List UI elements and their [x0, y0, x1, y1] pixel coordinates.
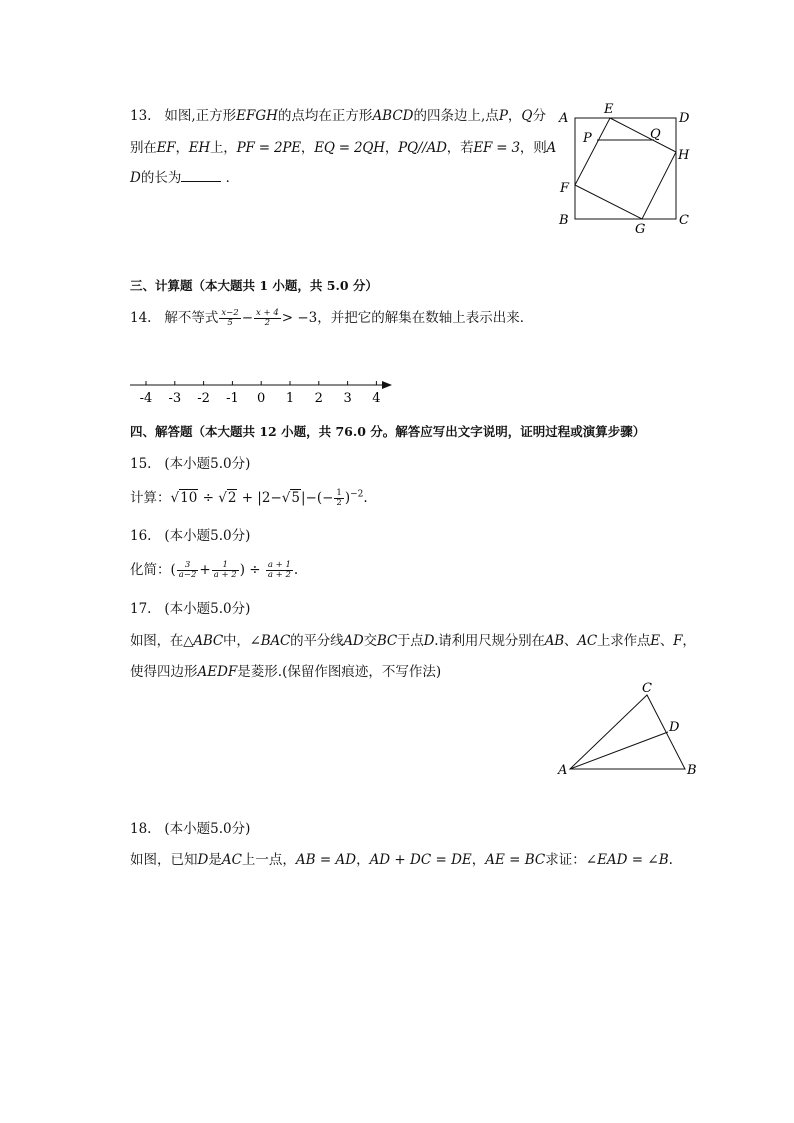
label-d: D: [679, 111, 690, 126]
q13-var: P: [498, 108, 508, 124]
label-a: A: [558, 763, 568, 778]
q15-label: 计算：: [130, 490, 171, 506]
q15-exponent: −2: [350, 489, 364, 500]
q17-text: 于点: [396, 633, 424, 649]
q13-equation: EQ = 2QH: [314, 140, 385, 156]
q15-header: [130, 452, 250, 472]
q13-line2: [130, 136, 556, 156]
q17-var: BC: [376, 633, 397, 649]
fraction-denominator: 2: [336, 498, 342, 508]
segment-ad: [570, 732, 668, 769]
q16-fraction-3: [266, 561, 293, 581]
q13-var: A: [546, 140, 557, 156]
q16-end: .: [293, 562, 299, 578]
label-c: C: [642, 681, 652, 696]
section4-text: 小题，共: [276, 424, 336, 439]
q15-operator: ): [344, 490, 351, 506]
section4-score: 76.0: [335, 424, 366, 439]
section3-count: 1: [259, 278, 269, 293]
q13-var: EF: [156, 140, 176, 156]
label-a: A: [559, 111, 569, 126]
q18-end: .: [668, 852, 673, 868]
number-line-tick-label: 2: [314, 391, 323, 406]
q13-var: EH: [188, 140, 210, 156]
section3-text: 小题，共: [268, 278, 327, 293]
number-line-tick-label: -2: [197, 391, 210, 406]
q14-number: 14.: [130, 310, 152, 326]
answer-blank: [181, 169, 221, 182]
q13-text: ，则: [519, 140, 547, 156]
q17-var: △ABC: [183, 633, 224, 649]
fraction-numerator: 1: [336, 487, 342, 498]
label-p: P: [583, 131, 592, 146]
q13-square-figure: [555, 100, 705, 235]
number-line-tick-label: -1: [226, 391, 239, 406]
q17-triangle-figure: [555, 678, 705, 780]
q16-fraction-1: [177, 561, 199, 581]
q16-fraction-2: [212, 561, 239, 581]
fraction-numerator: 1: [212, 561, 239, 571]
q13-text: 的点均在正方形: [277, 108, 373, 124]
q16-operator: +: [199, 562, 211, 578]
q13-text: 上，: [209, 140, 237, 156]
q17-number: 17.: [130, 601, 152, 617]
q13-text: 的四条边上,点: [413, 108, 499, 124]
q18-equation: ∠EAD = ∠B: [585, 852, 669, 868]
section4-count: 12: [259, 424, 277, 439]
q13-line3: [130, 166, 239, 186]
q17-var: E: [650, 633, 660, 649]
q13-equation: EF = 3: [473, 140, 520, 156]
q15-end: .: [363, 490, 368, 506]
q17-text: 上求作点: [597, 633, 651, 649]
fraction-numerator: a + 1: [267, 559, 291, 570]
q18-text: 上一点，: [241, 852, 296, 868]
q13-text: 如图,正方形: [164, 108, 237, 124]
q15-operator: ÷: [198, 490, 219, 506]
fraction-numerator: x−2: [221, 307, 239, 318]
section3-score: 5.0: [326, 278, 349, 293]
q13-text: ，: [384, 140, 399, 156]
fraction-denominator: 5: [227, 318, 233, 328]
q18-text: ，: [471, 852, 486, 868]
q14-fraction-1: [219, 309, 240, 329]
q14-text: 解不等式: [164, 310, 219, 326]
q17-text: 使得四边形: [130, 664, 198, 680]
number-line-arrow: [382, 381, 392, 389]
q18-score-note: (本小题5.0分): [164, 821, 251, 837]
q13-number: 13.: [130, 108, 152, 124]
q18-header: [130, 817, 250, 837]
label-e: E: [604, 102, 614, 117]
fraction-numerator: 3: [177, 561, 199, 571]
q17-text: ，: [682, 633, 696, 649]
label-g: G: [635, 222, 646, 235]
label-d: D: [669, 720, 680, 735]
q14-text: > −3，并把它的解集在数轴上表示出来．: [281, 310, 534, 326]
q17-var: D: [423, 633, 435, 649]
q14-fraction-2: [254, 309, 281, 329]
q13-text: 分: [532, 108, 546, 124]
q17-line2: [130, 660, 441, 680]
q14-operator: −: [241, 310, 253, 326]
number-line-tick-label: -3: [168, 391, 182, 406]
q17-var: AEDF: [197, 664, 238, 680]
q13-var: D: [130, 170, 141, 186]
q13-var: Q: [521, 108, 533, 124]
q15-expression: 计算：√10 ÷ √2 + |2−√5|−(− $\frac{1}{2}$ )$^{-2}$.: [130, 487, 368, 508]
q17-var: AD: [343, 633, 364, 649]
q15-radicand: 2: [227, 490, 237, 506]
q18-line: [130, 848, 673, 868]
q17-score-note: (本小题5.0分): [164, 601, 251, 617]
q15-radicand: 10: [180, 490, 198, 506]
q18-number: 18.: [130, 821, 152, 837]
q16-expression: [130, 558, 298, 580]
q16-score-note: (本小题5.0分): [164, 528, 251, 544]
q18-text: 求证：: [545, 852, 586, 868]
fraction-denominator: a + 2: [267, 570, 291, 580]
section3-text: 三、计算题（本大题共: [130, 278, 260, 293]
q13-text: ．: [225, 170, 240, 186]
q17-text: 如图，在: [130, 633, 184, 649]
q13-text: ，: [300, 140, 315, 156]
fraction-denominator: a + 2: [213, 570, 237, 580]
number-line-tick-label: 0: [257, 391, 266, 406]
q13-text: ，: [175, 140, 189, 156]
fraction-numerator: x + 4: [256, 307, 279, 318]
q18-equation: AE = BC: [485, 852, 546, 868]
q18-var: D: [197, 852, 209, 868]
q18-text: 如图，已知: [130, 852, 198, 868]
label-c: C: [679, 213, 689, 228]
label-b: B: [687, 763, 697, 778]
q17-var: AB: [544, 633, 564, 649]
section3-text: 分）: [348, 278, 378, 293]
q17-var: AC: [577, 633, 597, 649]
q17-var: F: [673, 633, 683, 649]
q17-text: 中，: [223, 633, 250, 649]
q17-text: 是菱形.(保留作图痕迹，不写作法): [237, 664, 442, 680]
q14-line: [130, 306, 533, 328]
section3-title: [130, 276, 378, 294]
q16-operator: ) ÷: [239, 562, 265, 578]
q18-text: 是: [208, 852, 222, 868]
label-b: B: [559, 213, 569, 228]
q13-var: ABCD: [372, 108, 414, 124]
q17-text: 交: [363, 633, 377, 649]
label-f: F: [560, 181, 570, 196]
q13-text: ，若: [446, 140, 474, 156]
q15-radicand: 5: [291, 490, 300, 506]
q17-text: 、: [564, 633, 578, 649]
label-h: H: [678, 148, 690, 163]
section4-text: 四、解答题（本大题共: [130, 424, 260, 439]
q13-text: 的长为: [140, 170, 182, 186]
fraction-denominator: 2: [264, 318, 271, 328]
q17-var: ∠BAC: [249, 633, 291, 649]
number-line: [128, 374, 398, 406]
number-line-tick-label: 4: [372, 391, 381, 406]
section4-title: [130, 422, 645, 440]
q16-header: [130, 524, 250, 544]
q15-operator: |−(−: [300, 490, 334, 506]
q16-label: 化简：(: [130, 562, 176, 578]
q15-fraction: [334, 489, 343, 509]
q18-equation: AB = AD: [295, 852, 357, 868]
q18-equation: AD + DC = DE: [369, 852, 472, 868]
q13-equation: PF = 2PE: [236, 140, 301, 156]
q13-equation: PQ//AD: [398, 140, 447, 156]
q17-text: 、: [659, 633, 674, 649]
q13-line1: [130, 104, 546, 124]
q17-text: .请利用尺规分别在: [434, 633, 545, 649]
q13-text: 别在: [130, 140, 157, 156]
number-line-tick-label: -4: [139, 391, 153, 406]
q15-score-note: (本小题5.0分): [164, 456, 251, 472]
q13-text: ，: [507, 108, 522, 124]
number-line-tick-label: 3: [343, 391, 352, 406]
q15-number: 15.: [130, 456, 152, 472]
q18-text: ，: [356, 852, 370, 868]
q16-number: 16.: [130, 528, 152, 544]
label-q: Q: [650, 127, 661, 142]
number-line-tick-label: 1: [285, 391, 295, 406]
q13-var: EFGH: [236, 108, 278, 124]
q17-line1: [130, 629, 696, 649]
q18-var: AC: [221, 852, 242, 868]
section4-text: 分。解答应写出文字说明，证明过程或演算步骤）: [365, 424, 646, 439]
q17-text: 的平分线: [290, 633, 344, 649]
q17-header: [130, 597, 250, 617]
q15-operator: + |2−: [237, 490, 282, 506]
fraction-denominator: a−2: [178, 570, 197, 580]
